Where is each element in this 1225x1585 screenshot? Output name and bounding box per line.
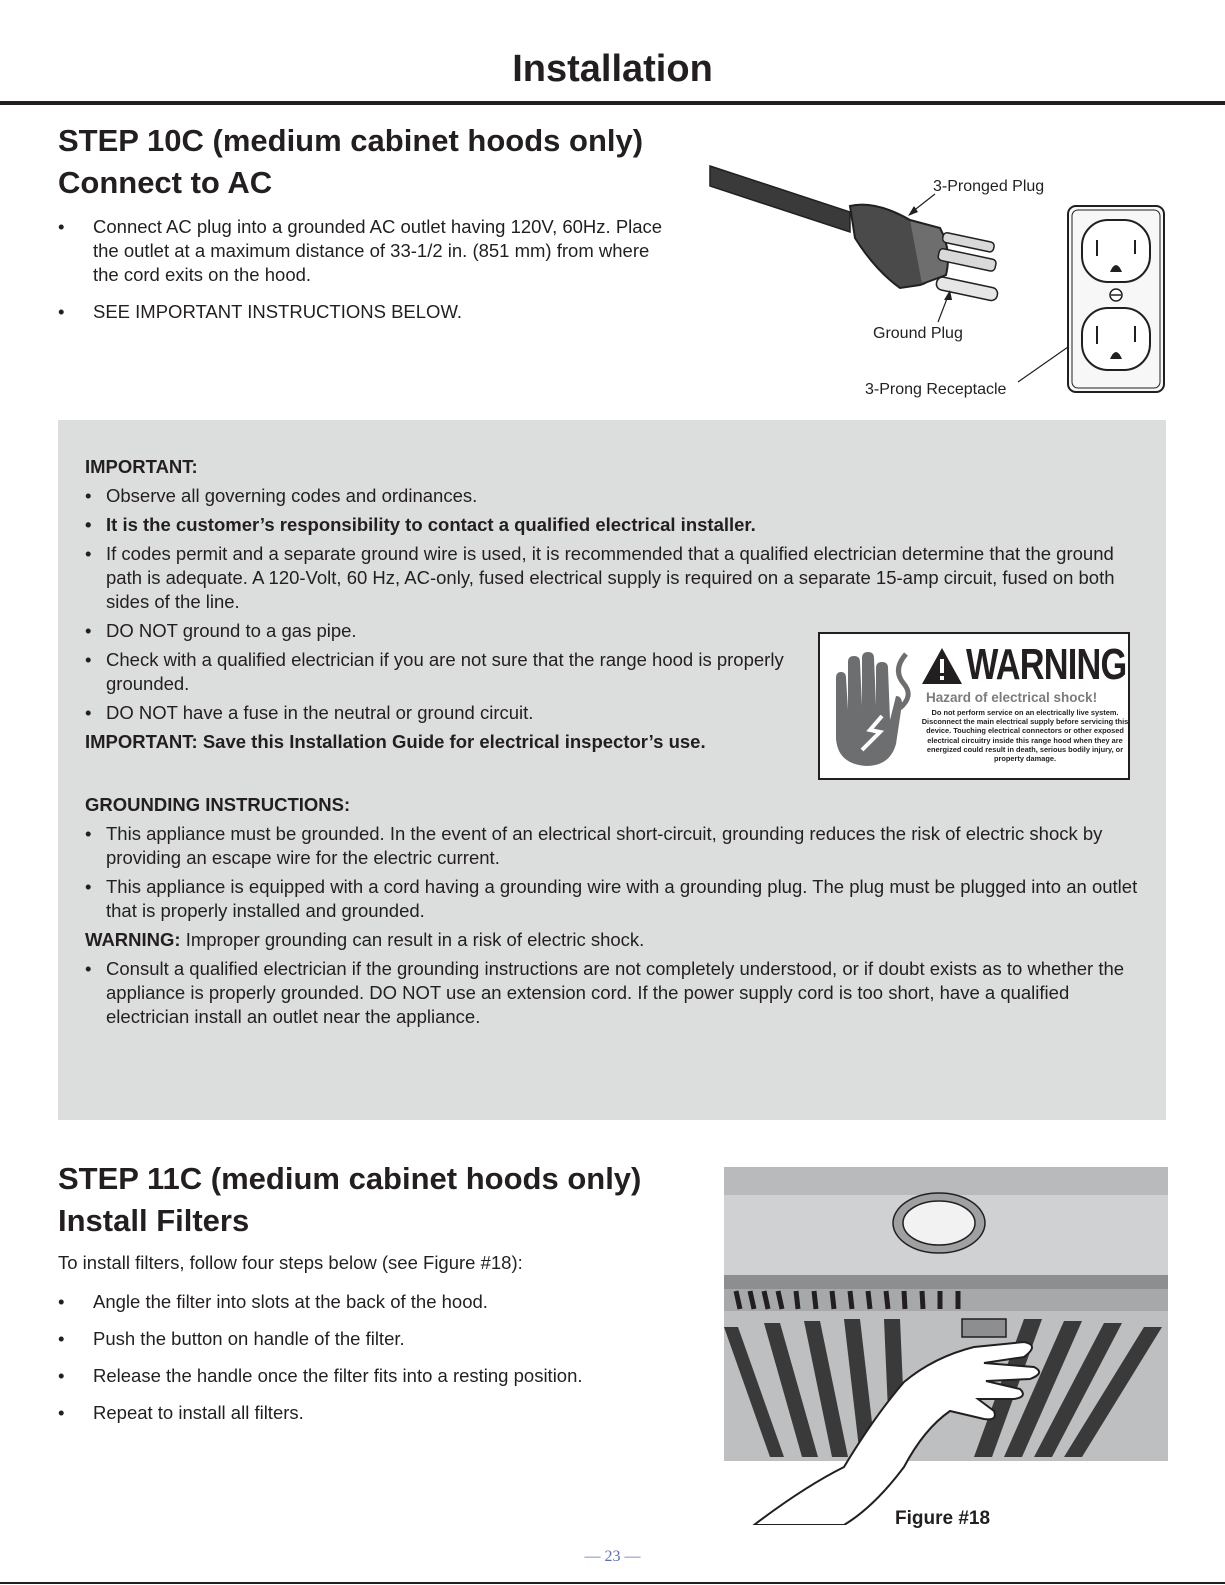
warning-word: WARNING [966, 640, 1127, 689]
important-bullet: • Observe all governing codes and ordinances. [85, 484, 1145, 508]
grounding-warning-text: Improper grounding can result in a risk of electric shock. [185, 929, 645, 950]
grounding-bullet: • Consult a qualified electrician if the grounding instructions are not completely understood, or if doubt exists as to whether the appliance is properly grounded. DO NOT use an extension cord. If the power supply cord is too short, have a qualified electrician install an outlet near the appliance. [85, 957, 1145, 1029]
grounding-list-2 [85, 957, 1145, 1029]
step11-bullet: • Repeat to install all filters. [58, 1401, 678, 1425]
step10-heading: STEP 10C (medium cabinet hoods only) [58, 123, 644, 158]
step11-bullet: • Push the button on handle of the filter. [58, 1327, 678, 1351]
grounding-list [85, 822, 1145, 923]
receptacle-label: 3-Prong Receptacle [865, 381, 1007, 398]
hand-shock-icon [826, 644, 914, 772]
grounding-section [85, 793, 1145, 1034]
step11-heading: STEP 11C (medium cabinet hoods only) [58, 1161, 642, 1196]
title-rule [0, 101, 1225, 105]
important-heading: IMPORTANT: [85, 456, 198, 477]
grounding-bullet: • This appliance is equipped with a cord having a grounding wire with a grounding plug. The plug must be plugged into an outlet that is properly installed and grounded. [85, 875, 1145, 923]
figure-caption: Figure #18 [895, 1508, 991, 1529]
ground-plug-label: Ground Plug [873, 325, 963, 342]
important-bullet: • It is the customer’s responsibility to contact a qualified electrical installer. [85, 513, 1145, 537]
step10-bullets [58, 215, 678, 337]
filter-install-illustration [724, 1167, 1168, 1525]
grounding-bullet: • This appliance must be grounded. In the event of an electrical short-circuit, grounding reduces the risk of electric shock by providing an escape wire for the electric current. [85, 822, 1145, 870]
page-number: — 23 — [584, 1548, 641, 1565]
plug-label: 3-Pronged Plug [933, 178, 1045, 195]
page-title: Installation [512, 48, 713, 90]
step11-bullets [58, 1290, 678, 1438]
warning-hazard: Hazard of electrical shock! [926, 690, 1098, 705]
step11-bullet: • Release the handle once the filter fits into a resting position. [58, 1364, 678, 1388]
warning-text: Do not perform service on an electrically live system. Disconnect the main electrical supply before servicing this device. Touching electrical connectors or other exposed electrical circuitry inside this range hood when they are energized could result in death, serious bodily injury, or property damage. [921, 708, 1129, 764]
step11-bullet: • Angle the filter into slots at the back of the hood. [58, 1290, 678, 1314]
step10-bullet: • Connect AC plug into a grounded AC outlet having 120V, 60Hz. Place the outlet at a maximum distance of 33-1/2 in. (851 mm) from where the cord exits on the hood. [58, 215, 678, 287]
warning-triangle-icon [920, 646, 964, 686]
step11-header [58, 1158, 641, 1242]
step11-intro: To install filters, follow four steps below (see Figure #18): [58, 1252, 523, 1273]
bottom-rule [0, 1582, 1225, 1584]
important-bullet: • DO NOT ground to a gas pipe. [85, 619, 1145, 643]
important-bullet: • Check with a qualified electrician if you are not sure that the range hood is properly grounded. [85, 648, 786, 696]
grounding-warning [85, 928, 1145, 952]
grounding-heading: GROUNDING INSTRUCTIONS: [85, 794, 351, 815]
warning-label [818, 632, 1130, 780]
step10-bullet: • SEE IMPORTANT INSTRUCTIONS BELOW. [58, 300, 678, 324]
save-guide-note: IMPORTANT: Save this Installation Guide for electrical inspector’s use. [85, 731, 706, 752]
step10-subheading: Connect to AC [58, 165, 273, 200]
important-bullet: • DO NOT have a fuse in the neutral or ground circuit. [85, 701, 1145, 725]
step11-subheading: Install Filters [58, 1203, 250, 1238]
step10-header [58, 120, 643, 204]
grounding-warning-prefix: WARNING: [85, 929, 181, 950]
important-bullet: • If codes permit and a separate ground wire is used, it is recommended that a qualified electrician determine that the ground path is adequate. A 120-Volt, 60 Hz, AC-only, fused electrical supply is required on a separate 15-amp circuit, fused on both sides of the line. [85, 542, 1145, 614]
